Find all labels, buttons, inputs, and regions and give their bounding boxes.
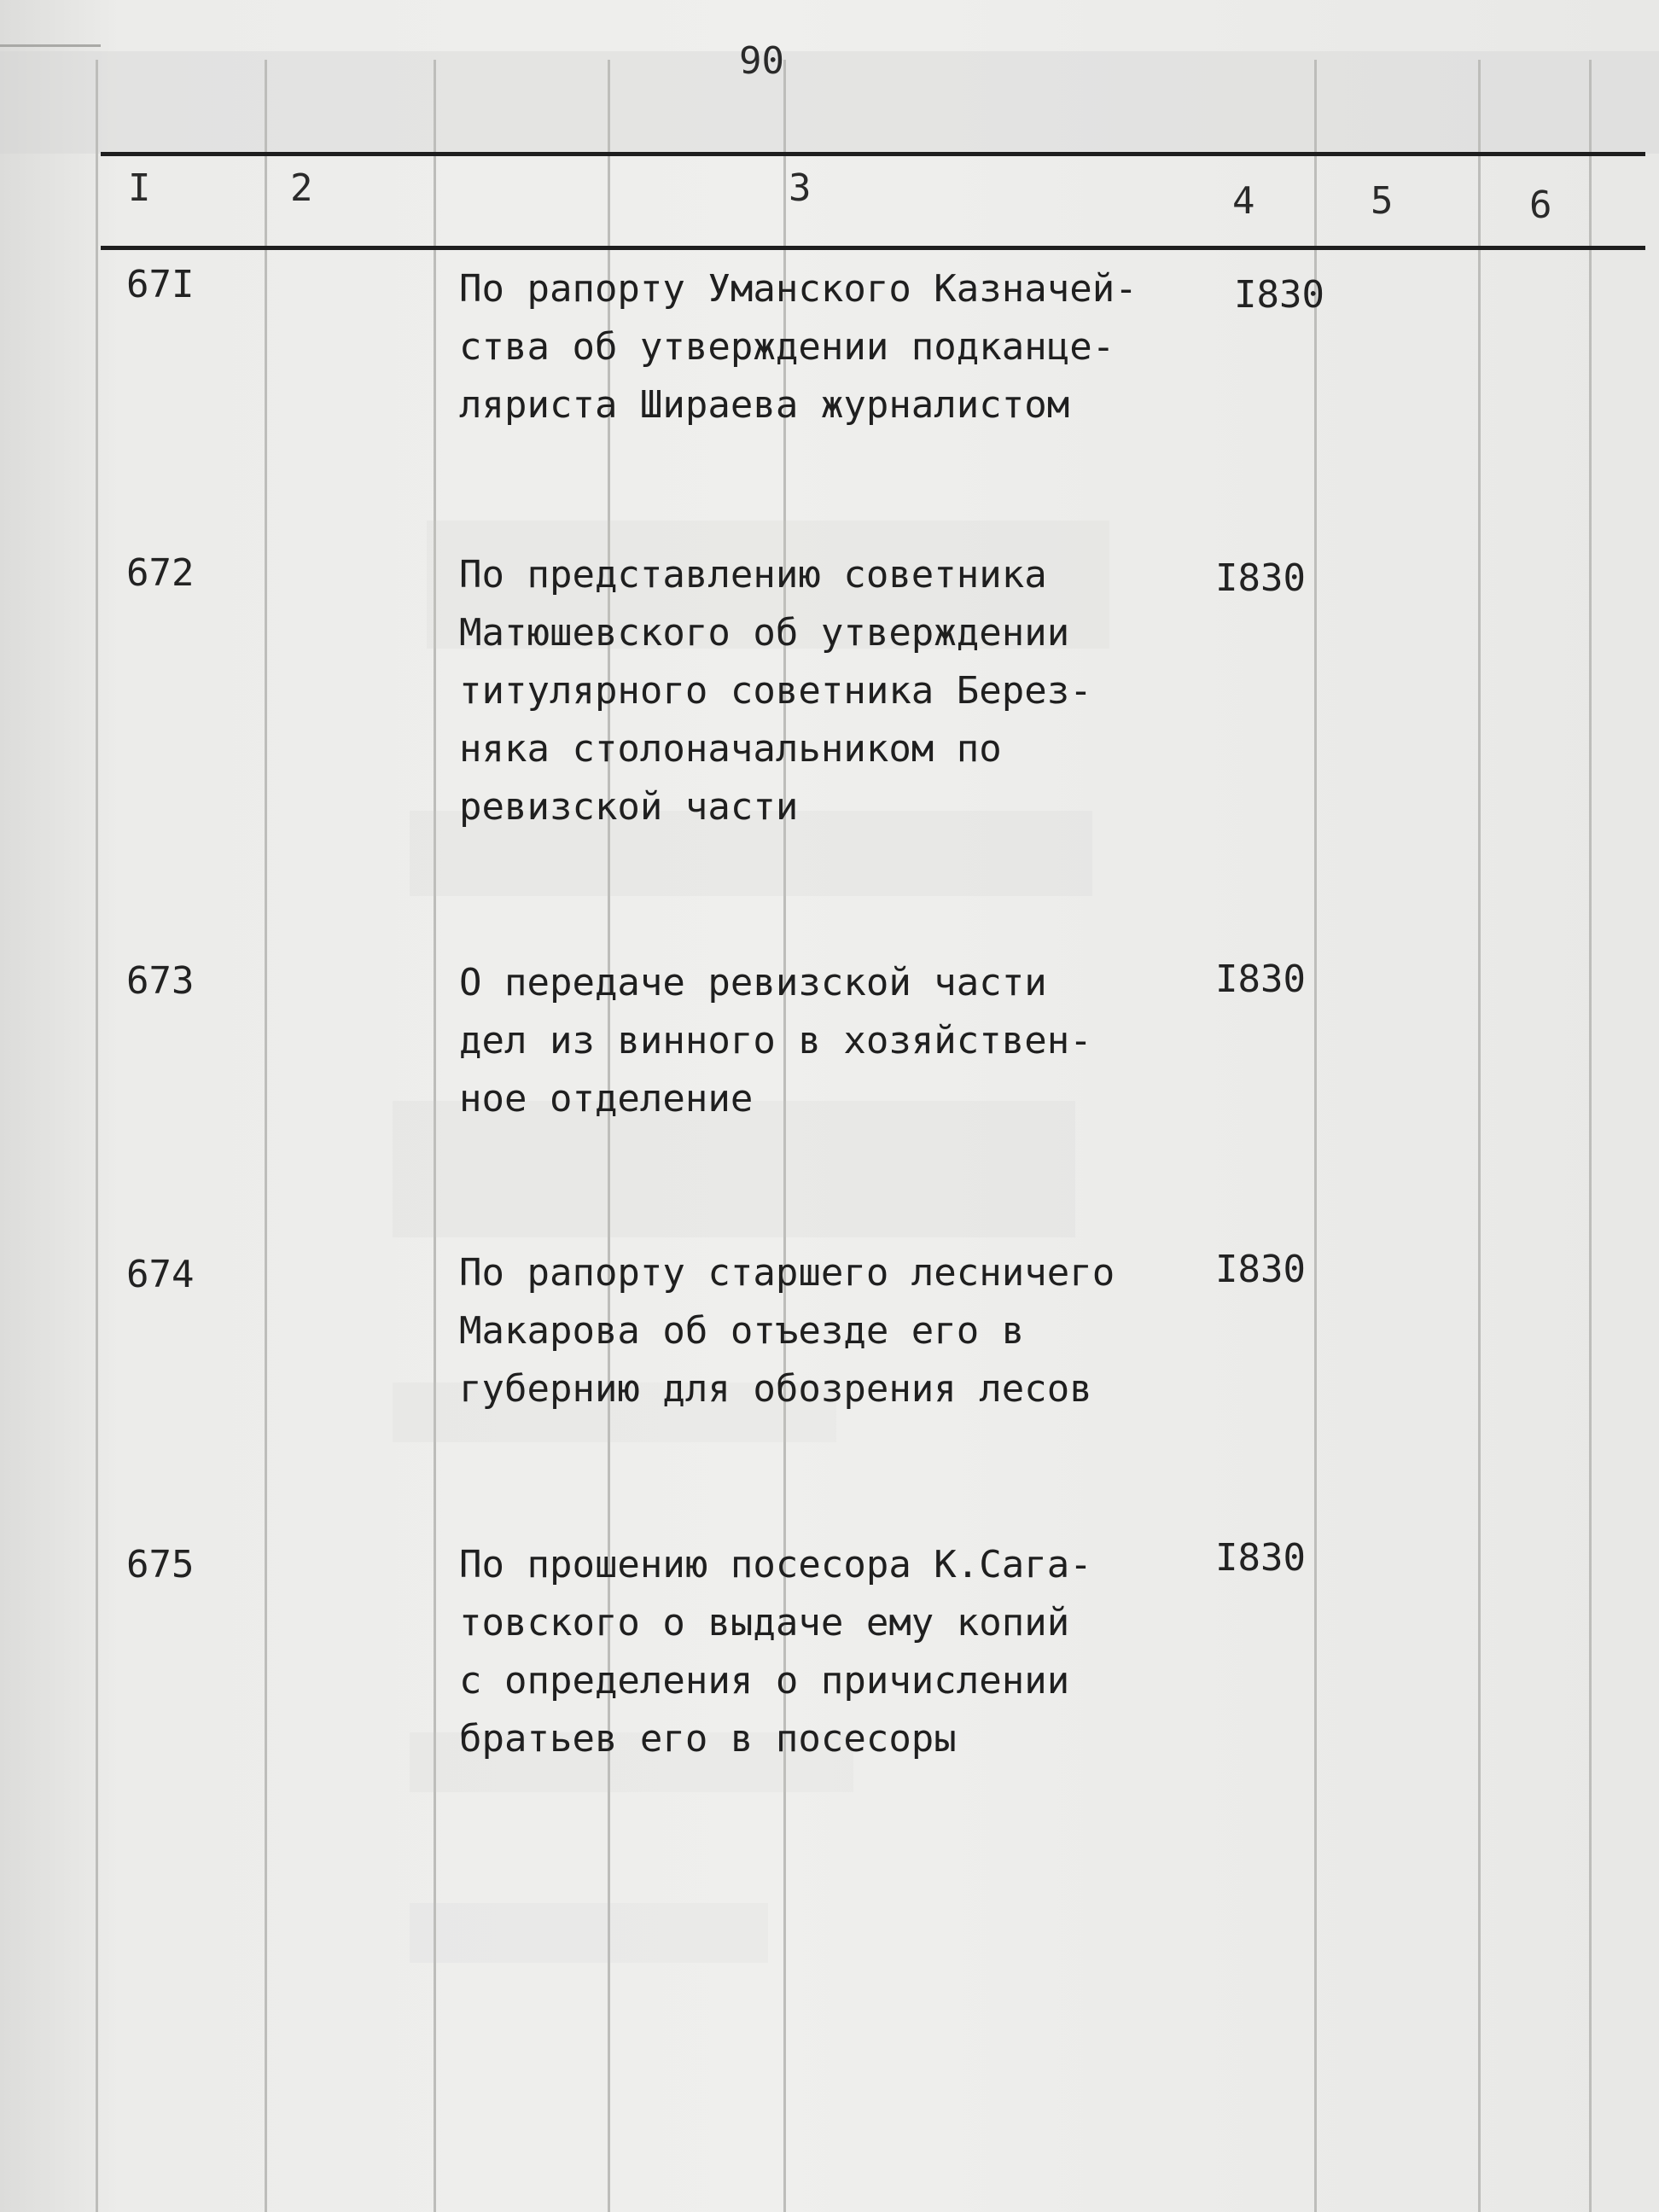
column-rule <box>265 60 267 2212</box>
column-number-6: 6 <box>1529 183 1552 227</box>
column-rule <box>1589 60 1592 2212</box>
entry-number: 672 <box>126 551 195 595</box>
page-number: 90 <box>739 39 784 83</box>
entry-title: По представлению советника Матюшевского об утверждении титулярного советника Берез- няка столоначальником по ревизской части <box>459 553 1092 829</box>
header-rule-top <box>101 152 1645 156</box>
column-rule <box>1478 60 1481 2212</box>
entry-title: О передаче ревизской части дел из винного в хозяйствен- ное отделение <box>459 961 1092 1121</box>
header-strip <box>0 51 1659 154</box>
column-number-2: 2 <box>290 166 313 210</box>
column-number-1: I <box>128 166 151 210</box>
entry-title: По прошению посесора К.Сага- товского о выдаче ему копий с определения о причислении братьев его в посесоры <box>459 1543 1092 1761</box>
entry-year: I830 <box>1215 556 1306 600</box>
entry-number: 674 <box>126 1253 195 1296</box>
column-number-5: 5 <box>1371 179 1394 223</box>
entry-number: 673 <box>126 959 195 1003</box>
column-rule <box>96 60 98 2212</box>
entry-title: По рапорту Уманского Казначей- ства об утверждении подканце- ляриста Ширaева журналистом <box>459 267 1138 427</box>
column-rule <box>1314 60 1317 2212</box>
bleed-through-mark <box>410 1903 768 1963</box>
corner-mark <box>0 15 101 47</box>
entry-year: I830 <box>1234 273 1324 317</box>
entry-title: По рапорту старшего лесничего Макарова об отъезде его в губернию для обозрения лесов <box>459 1251 1115 1411</box>
entry-number: 675 <box>126 1543 195 1586</box>
header-rule-bottom <box>101 246 1645 250</box>
entry-year: I830 <box>1215 1248 1306 1291</box>
column-number-4: 4 <box>1232 179 1255 223</box>
entry-number: 67I <box>126 263 195 306</box>
column-number-3: 3 <box>789 166 812 210</box>
entry-year: I830 <box>1215 1536 1306 1580</box>
entry-year: I830 <box>1215 958 1306 1001</box>
